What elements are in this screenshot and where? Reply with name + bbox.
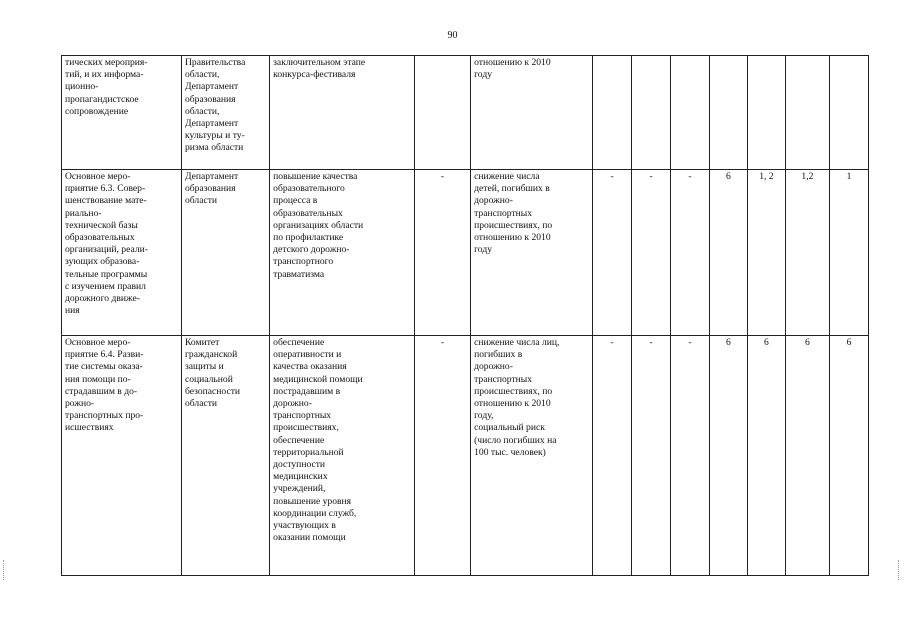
- value-text: -: [688, 337, 692, 348]
- value-cell: [709, 336, 747, 576]
- executor-cell: [181, 170, 269, 336]
- value-cell: [747, 56, 785, 170]
- result-cell: [270, 336, 415, 576]
- indicator-cell: [471, 170, 593, 336]
- value-cell: [785, 56, 829, 170]
- value-cell: [709, 170, 747, 336]
- value-text: -: [688, 171, 692, 182]
- indicator-cell: [471, 336, 593, 576]
- result-text: повышение качества образовательного процесса в образовательных организациях области по профилактике детского дорожно- транспортного травматизма: [273, 171, 364, 280]
- value-cell: [632, 336, 671, 576]
- value-text: 6: [805, 337, 810, 348]
- indicator-text: отношению к 2010 году: [474, 57, 551, 81]
- value-cell: [593, 56, 632, 170]
- value-cell: [747, 170, 785, 336]
- indicator-text: снижение числа детей, погибших в дорожно- транспортных происшествиях, по отношению к 2010 году: [474, 171, 553, 256]
- table-row: [62, 336, 869, 576]
- dash-cell: [414, 170, 470, 336]
- value-cell: [671, 56, 710, 170]
- value-cell: [593, 170, 632, 336]
- result-cell: [270, 56, 415, 170]
- result-text: заключительном этапе конкурса-фестиваля: [273, 57, 366, 81]
- value-text: -: [649, 171, 653, 182]
- indicator-text: снижение числа лиц, погибших в дорожно- транспортных происшествиях, по отношению к 2010 году, социальный риск (число погибших на 100 тыс. человек): [474, 337, 560, 458]
- executor-text: Комитет гражданской защиты и социальной безопасности области: [184, 337, 241, 410]
- value-cell: [593, 336, 632, 576]
- value-text: 6: [726, 171, 731, 182]
- measure-cell: [62, 170, 182, 336]
- value-text: 1, 2: [759, 171, 774, 182]
- measure-text: Основное меро- приятие 6.4. Разви- тие системы оказа- ния помощи по- страдавшим в до- рожно- транспортных про- исшествиях: [65, 337, 144, 434]
- executor-text: Департамент образования области: [184, 171, 239, 207]
- program-table: [61, 55, 869, 576]
- dash-text: -: [440, 337, 445, 348]
- value-cell: [829, 336, 868, 576]
- value-cell: [632, 56, 671, 170]
- value-text: 6: [763, 337, 769, 348]
- value-cell: [709, 56, 747, 170]
- value-cell: [829, 170, 868, 336]
- value-text: 1,2: [801, 171, 814, 182]
- scan-edge-mark: [898, 560, 901, 580]
- executor-cell: [181, 336, 269, 576]
- page-number: 90: [447, 30, 458, 41]
- executor-cell: [181, 56, 269, 170]
- measure-cell: [62, 56, 182, 170]
- dash-text: -: [440, 171, 445, 182]
- result-text: обеспечение оперативности и качества оказания медицинской помощи пострадавшим в дорожно- транспортных происшествиях, обеспечение территориальной доступности медицинских учреждений, повышение уровня координации служб, участвующих в оказании помощи: [273, 337, 363, 544]
- value-cell: [671, 170, 710, 336]
- value-text: -: [610, 337, 614, 348]
- value-cell: [829, 56, 868, 170]
- dash-cell: [414, 56, 470, 170]
- dash-cell: [414, 336, 470, 576]
- value-text: 1: [846, 171, 852, 182]
- table-row: [62, 170, 869, 336]
- value-cell: [785, 336, 829, 576]
- value-text: 6: [846, 337, 852, 348]
- measure-text: тических мероприя- тий, и их информа- ционно- пропагандистское сопровождение: [65, 57, 148, 117]
- value-cell: [785, 170, 829, 336]
- table-row: [62, 56, 869, 170]
- measure-cell: [62, 336, 182, 576]
- result-cell: [270, 170, 415, 336]
- value-text: -: [649, 337, 653, 348]
- executor-text: Правительства области, Департамент образования области, Департамент культуры и ту- ризма области: [184, 57, 246, 154]
- value-cell: [632, 170, 671, 336]
- scan-edge-mark: [3, 560, 6, 580]
- indicator-cell: [471, 56, 593, 170]
- value-cell: [747, 336, 785, 576]
- value-text: -: [610, 171, 614, 182]
- value-cell: [671, 336, 710, 576]
- value-text: 6: [726, 337, 731, 348]
- measure-text: Основное меро- приятие 6.3. Совер- шенствование мате- риально- технической базы образовательных организаций, реали- зующих образова- тельные программы с изучением правил дорожного движе- ния: [65, 171, 148, 317]
